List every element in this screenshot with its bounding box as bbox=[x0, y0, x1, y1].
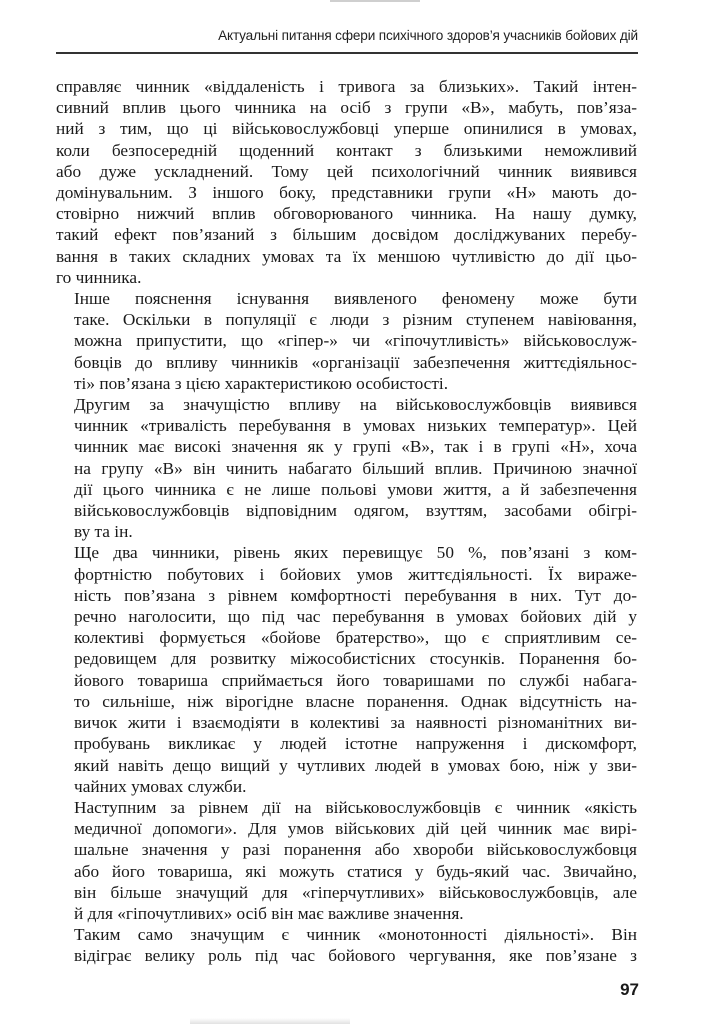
text-line: то сильніше, ніж вірогідне власне поранення. Однак відсутність на- bbox=[74, 691, 637, 711]
text-line: ність пов’язана з рівнем комфортності перебування в них. Тут до- bbox=[74, 585, 637, 605]
scan-edge-shadow bbox=[190, 1018, 350, 1024]
text-line: можна припустити, що «гіпер-» чи «гіпочутливість» військовослуж- bbox=[74, 331, 637, 351]
text-line: пробувань викликає у людей істотне напруження і дискомфорт, bbox=[74, 734, 637, 754]
text-line: вичок жити і взаємодіяти в колективі за наявності різноманітних ви- bbox=[74, 713, 637, 733]
text-line: вання в таких складних умовах та їх меншою чутливістю до дії цьо- bbox=[56, 246, 637, 266]
text-line: стовірно нижчий вплив обговорюваного чинника. На нашу думку, bbox=[56, 204, 637, 224]
text-line: коли безпосередній щоденний контакт з близькими неможливий bbox=[56, 140, 637, 160]
text-line: Наступним за рівнем дії на військовослужбовців є чинник «якість bbox=[74, 797, 637, 817]
text-line: домінувальним. З іншого боку, представники групи «Н» мають до- bbox=[56, 183, 637, 203]
text-line: речно наголосити, що під час перебування в умовах бойових дій у bbox=[74, 607, 637, 627]
text-line: військовослужбовців відповідним одягом, взуттям, засобами обігрі- bbox=[74, 501, 637, 521]
text-line: бовців до впливу чинників «організації забезпечення життєдіяльнос- bbox=[74, 352, 637, 372]
text-line: чинник має високі значення як у групі «В», так і в групі «Н», хоча bbox=[74, 437, 637, 457]
text-line: він більше значущий для «гіперчутливих» військовослужбовців, але bbox=[74, 882, 637, 902]
text-line: фортністю побутових і бойових умов життєдіяльності. Їх виражe- bbox=[74, 564, 637, 584]
text-line: чайних умовах служби. bbox=[74, 776, 247, 796]
text-line: йового товариша сприймається його товаришами по службі набага- bbox=[74, 670, 637, 690]
text-line: дії цього чинника є не лише польові умови життя, а й забезпечення bbox=[74, 479, 637, 499]
text-line: Таким само значущим є чинник «монотонності діяльності». Він bbox=[74, 925, 637, 945]
paragraph bbox=[56, 924, 637, 966]
text-line: який навіть дещо вищий у чутливих людей в умовах бою, ніж у зви- bbox=[74, 755, 637, 775]
text-line: справляє чинник «віддаленість і тривога за близьких». Такий інтен- bbox=[56, 77, 637, 96]
text-line: чинник «тривалість перебування в умовах низьких температур». Цей bbox=[74, 416, 637, 436]
text-line: ті» пов’язана з цією характеристикою особистості. bbox=[74, 373, 449, 393]
text-line: або його товариша, які можуть статися у будь-який час. Звичайно, bbox=[74, 861, 637, 881]
body-text bbox=[56, 76, 637, 967]
text-line: редовищем для розвитку міжособистісних стосунків. Поранення бо- bbox=[74, 649, 637, 669]
text-line: таке. Оскільки в популяції є люди з різним ступенем навіювання, bbox=[74, 310, 637, 330]
text-line: Ще два чинники, рівень яких перевищує 50 %, пов’язані з ком- bbox=[74, 543, 637, 563]
text-line: на групу «В» він чинить набагато більший вплив. Причиною значної bbox=[74, 458, 637, 478]
text-line: ний з тим, що ці військовослужбовці уперше опинилися в умовах, bbox=[56, 119, 637, 139]
paragraph bbox=[56, 542, 637, 796]
running-head: Актуальні питання сфери психічного здоров’я учасників бойових дій bbox=[218, 28, 638, 43]
page-number: 97 bbox=[620, 980, 639, 999]
paragraph bbox=[56, 797, 637, 924]
text-line: й для «гіпочутливих» осіб він має важливе значення. bbox=[74, 903, 464, 923]
paragraph bbox=[56, 394, 637, 542]
text-line: Інше пояснення існування виявленого феномену може бути bbox=[74, 289, 637, 309]
header-rule bbox=[56, 52, 638, 54]
paragraph bbox=[56, 288, 637, 394]
text-line: Другим за значущістю впливу на військовослужбовців виявився bbox=[74, 395, 637, 415]
text-line: відіграє велику роль під час бойового чергування, яке пов’язане з bbox=[74, 946, 637, 966]
text-line: колективі формується «бойове братерство», що є сприятливим се- bbox=[74, 628, 637, 648]
text-line: або дуже ускладнений. Тому цей психологічний чинник виявився bbox=[56, 161, 637, 181]
paragraph bbox=[56, 76, 637, 288]
scan-edge-mark bbox=[330, 0, 420, 2]
text-line: такий ефект пов’язаний з більшим досвідом досліджуваних перебу- bbox=[56, 225, 637, 245]
text-line: го чинника. bbox=[56, 267, 142, 287]
text-line: ву та ін. bbox=[74, 522, 133, 542]
text-line: сивний вплив цього чинника на осіб з групи «В», мабуть, пов’яза- bbox=[56, 98, 637, 118]
text-line: медичної допомоги». Для умов військових дій цей чинник має вирі- bbox=[74, 819, 637, 839]
text-line: шальне значення у разі поранення або хвороби військовослужбовця bbox=[74, 840, 637, 860]
